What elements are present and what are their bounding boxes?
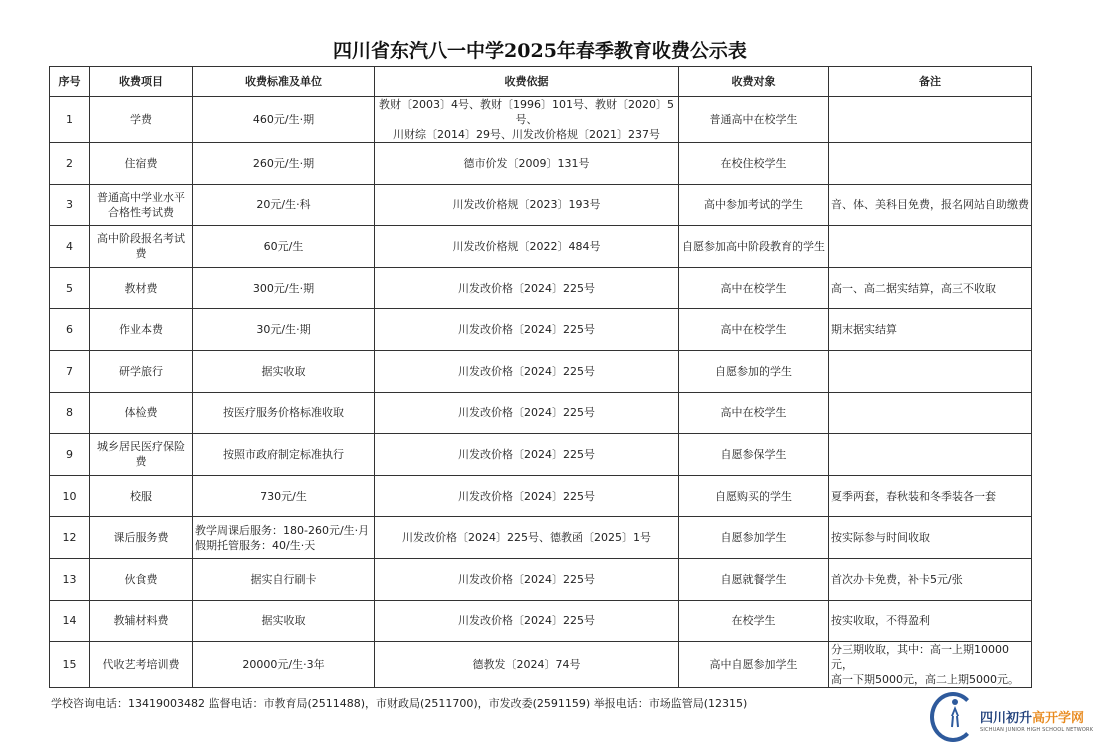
cell-basis: 川发改价格〔2024〕225号 <box>375 309 679 351</box>
cell-item: 城乡居民医疗保险费 <box>90 434 193 476</box>
cell-target: 在校学生 <box>679 600 829 642</box>
cell-no: 7 <box>50 350 90 392</box>
logo-brand-main: 四川初升 <box>980 711 1033 726</box>
cell-item: 住宿费 <box>90 143 193 185</box>
cell-note: 按实际参与时间收取 <box>829 517 1032 559</box>
header-item: 收费项目 <box>90 67 193 97</box>
cell-note: 夏季两套，春秋装和冬季装各一套 <box>829 475 1032 517</box>
cell-no: 15 <box>50 642 90 688</box>
logo-subtitle: SICHUAN JUNIOR HIGH SCHOOL NETWORK <box>980 727 1093 733</box>
cell-standard: 按医疗服务价格标准收取 <box>193 392 375 434</box>
table-row <box>50 143 1032 185</box>
cell-basis: 川发改价格〔2024〕225号 <box>375 267 679 309</box>
contact-footer: 学校咨询电话：13419003482 监督电话：市教育局(2511488)，市财政局(2511700)，市发改委(2591159) 举报电话：市场监管局(12315) <box>51 697 748 710</box>
cell-target: 高中在校学生 <box>679 309 829 351</box>
cell-note: 按实收取，不得盈利 <box>829 600 1032 642</box>
table-row <box>50 475 1032 517</box>
cell-no: 10 <box>50 475 90 517</box>
cell-no: 4 <box>50 226 90 268</box>
note-line-2: 高一下期5000元，高二上期5000元。 <box>831 673 1019 687</box>
table-row <box>50 97 1032 143</box>
cell-standard: 60元/生 <box>193 226 375 268</box>
cell-no: 6 <box>50 309 90 351</box>
logo-brand-highlight: 高开学网 <box>1032 711 1085 726</box>
cell-item: 高中阶段报名考试费 <box>90 226 193 268</box>
site-logo <box>930 690 1093 746</box>
cell-no: 2 <box>50 143 90 185</box>
cell-note <box>829 392 1032 434</box>
table-row <box>50 642 1032 688</box>
cell-item: 教材费 <box>90 267 193 309</box>
cell-target: 高中参加考试的学生 <box>679 184 829 226</box>
cell-standard: 20000元/生·3年 <box>193 642 375 688</box>
header-note: 备注 <box>829 67 1032 97</box>
cell-basis: 川发改价格〔2024〕225号 <box>375 392 679 434</box>
cell-basis: 川发改价格〔2024〕225号、德教函〔2025〕1号 <box>375 517 679 559</box>
cell-target: 自愿参加的学生 <box>679 350 829 392</box>
cell-item <box>90 184 193 226</box>
cell-basis <box>375 97 679 143</box>
cell-standard: 按照市政府制定标准执行 <box>193 434 375 476</box>
cell-target: 高中在校学生 <box>679 392 829 434</box>
cell-note: 期末据实结算 <box>829 309 1032 351</box>
table-row <box>50 226 1032 268</box>
header-target: 收费对象 <box>679 67 829 97</box>
cell-basis: 川发改价格规〔2023〕193号 <box>375 184 679 226</box>
cell-item: 代收艺考培训费 <box>90 642 193 688</box>
table-row <box>50 392 1032 434</box>
item-line-2: 合格性考试费 <box>108 205 174 219</box>
cell-item: 伙食费 <box>90 558 193 600</box>
cell-basis: 川发改价格〔2024〕225号 <box>375 434 679 476</box>
cell-no: 9 <box>50 434 90 476</box>
cell-note <box>829 434 1032 476</box>
cell-item: 校服 <box>90 475 193 517</box>
table-row <box>50 517 1032 559</box>
cell-no: 8 <box>50 392 90 434</box>
cell-standard: 260元/生·期 <box>193 143 375 185</box>
cell-target: 在校住校学生 <box>679 143 829 185</box>
cell-target: 自愿就餐学生 <box>679 558 829 600</box>
cell-basis: 川发改价格〔2024〕225号 <box>375 350 679 392</box>
cell-item: 作业本费 <box>90 309 193 351</box>
table-row <box>50 558 1032 600</box>
table-row <box>50 267 1032 309</box>
cell-target: 普通高中在校学生 <box>679 97 829 143</box>
cell-item: 教辅材料费 <box>90 600 193 642</box>
cell-note <box>829 97 1032 143</box>
basis-line-2: 川财综〔2014〕29号、川发改价格规〔2021〕237号 <box>393 128 660 141</box>
note-line-1: 分三期收取，其中：高一上期10000元， <box>831 643 1009 672</box>
cell-basis: 川发改价格规〔2022〕484号 <box>375 226 679 268</box>
table-header-row <box>50 67 1032 97</box>
cell-target: 自愿参加学生 <box>679 517 829 559</box>
header-basis: 收费依据 <box>375 67 679 97</box>
cell-basis: 德教发〔2024〕74号 <box>375 642 679 688</box>
cell-no: 14 <box>50 600 90 642</box>
cell-standard: 460元/生·期 <box>193 97 375 143</box>
standard-line-2: 假期托管服务：40/生·天 <box>195 538 316 552</box>
cell-item: 研学旅行 <box>90 350 193 392</box>
cell-basis: 德市价发〔2009〕131号 <box>375 143 679 185</box>
cell-target: 自愿购买的学生 <box>679 475 829 517</box>
graduate-figure-icon <box>948 698 962 728</box>
fee-table <box>49 66 1032 688</box>
cell-standard: 30元/生·期 <box>193 309 375 351</box>
cell-note: 首次办卡免费，补卡5元/张 <box>829 558 1032 600</box>
table-row <box>50 350 1032 392</box>
cell-note: 音、体、美科目免费，报名网站自助缴费 <box>829 184 1032 226</box>
table-row <box>50 184 1032 226</box>
cell-no: 5 <box>50 267 90 309</box>
cell-no: 12 <box>50 517 90 559</box>
cell-standard <box>193 517 375 559</box>
cell-standard: 730元/生 <box>193 475 375 517</box>
cell-standard: 300元/生·期 <box>193 267 375 309</box>
cell-standard: 20元/生·科 <box>193 184 375 226</box>
cell-basis: 川发改价格〔2024〕225号 <box>375 475 679 517</box>
cell-target: 自愿参保学生 <box>679 434 829 476</box>
cell-item: 学费 <box>90 97 193 143</box>
cell-note <box>829 642 1032 688</box>
cell-standard: 据实收取 <box>193 350 375 392</box>
item-line-1: 普通高中学业水平 <box>97 190 185 204</box>
cell-item: 体检费 <box>90 392 193 434</box>
logo-brand <box>980 707 1084 726</box>
page-title: 四川省东汽八一中学2025年春季教育收费公示表 <box>333 40 747 62</box>
cell-basis: 川发改价格〔2024〕225号 <box>375 600 679 642</box>
basis-line-1: 教财〔2003〕4号、教财〔1996〕101号、教财〔2020〕5号、 <box>379 98 674 126</box>
cell-note <box>829 350 1032 392</box>
cell-note <box>829 226 1032 268</box>
cell-no: 3 <box>50 184 90 226</box>
cell-standard: 据实收取 <box>193 600 375 642</box>
header-standard: 收费标准及单位 <box>193 67 375 97</box>
cell-target: 高中自愿参加学生 <box>679 642 829 688</box>
cell-target: 高中在校学生 <box>679 267 829 309</box>
cell-item: 课后服务费 <box>90 517 193 559</box>
table-row <box>50 434 1032 476</box>
standard-line-1: 教学周课后服务：180-260元/生·月 <box>195 523 370 537</box>
table-row <box>50 600 1032 642</box>
cell-no: 13 <box>50 558 90 600</box>
cell-standard: 据实自行刷卡 <box>193 558 375 600</box>
cell-note: 高一、高二据实结算，高三不收取 <box>829 267 1032 309</box>
header-no: 序号 <box>50 67 90 97</box>
cell-basis: 川发改价格〔2024〕225号 <box>375 558 679 600</box>
cell-note <box>829 143 1032 185</box>
cell-target: 自愿参加高中阶段教育的学生 <box>679 226 829 268</box>
table-row <box>50 309 1032 351</box>
cell-no: 1 <box>50 97 90 143</box>
